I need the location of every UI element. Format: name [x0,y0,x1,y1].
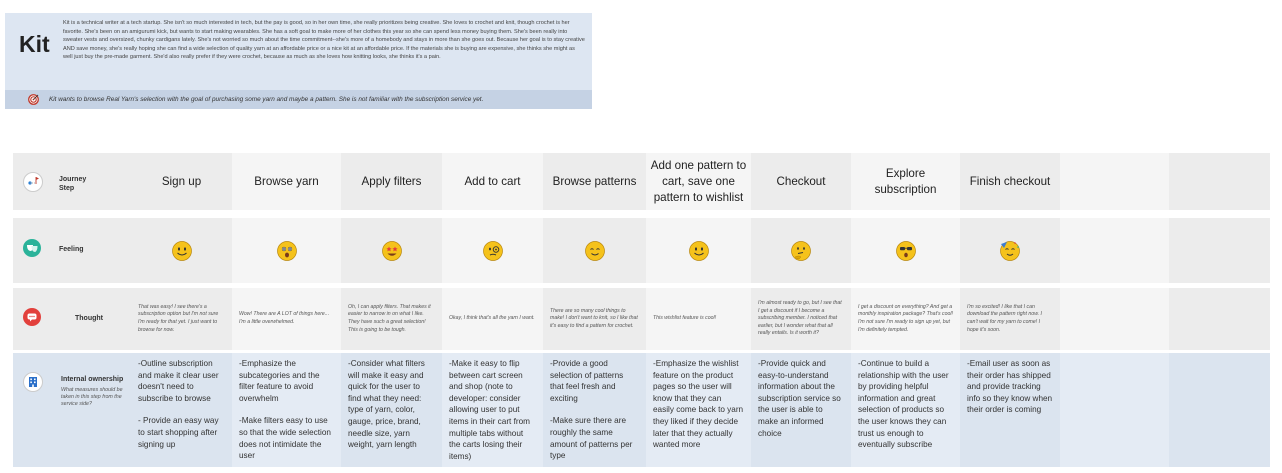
thought-cell [1169,288,1270,350]
feeling-cell [232,218,341,283]
thought-text: I'm so excited! I like that I can download the pattern right now. I can't wait for my yarn to come! I hope it's soon. [967,303,1042,333]
thought-cell [1060,288,1169,350]
journey-step-title: Sign up [131,153,232,210]
ownership-sublabel: What measures should be taken in this step from the service side? [61,387,123,407]
thought-text: Wow! There are A LOT of things here... I'm a little overwhelmed. [239,311,330,325]
persona-description: Kit is a technical writer at a tech startup. She isn't so much interested in tech, but the pay is good, so in her own time, she really prioritizes being creative. She loves to crochet and knit, though crochet is her favorite. She's been on an amigurumi kick, but wants to start making wearables. She has a soft goal to make more of her clothes this year so she can spend less money buying them. She's been really into sweater vests and oversized, chunky cardigans lately. She's not worried so much about the time commitment--she's more of a homebody and stays in more than she goes out. Because her goal is to stay creative AND save money, she's really hoping she can find a wide selection of quality yarn at an affordable price or a nice kit at an affordable price. If the materials she is buying are expensive, she thinks she might as well just buy the pre-made garment. She'd also really prefer if they were crochet, because as much as she loves how knitting looks, she thinks it's a pain. [63,20,585,60]
journey-step-row [13,153,1270,210]
relieved-face-icon [584,240,606,262]
monocle-face-icon [482,240,504,262]
feeling-cell [442,218,543,283]
thought-cell [131,288,232,350]
thought-text: That was easy! I see there's a subscription option but I'm not sure I'm ready for that yet. I just want to browse for now. [138,303,219,333]
ownership-text: -Make filters easy to use so that the wide selection does not intimidate the user [239,416,331,461]
feeling-cell [131,218,232,283]
ownership-text: -Email user as soon as their order has shipped and provide tracking info so they know when their order is coming [967,359,1053,415]
speech-bubble-icon [23,308,41,326]
ownership-cell [960,353,1060,467]
journey-step-title: Finish checkout [960,153,1060,210]
thinking-face-icon [790,240,812,262]
persona-card [5,13,592,109]
ownership-text: -Continue to build a relationship with the user by providing helpful information and great selection of products so the user knows they can trust us enough to eventually subscribe [858,359,949,450]
star-eyes-face-icon [381,240,403,262]
feeling-label: Feeling [59,246,84,253]
smile-face-icon [688,240,710,262]
ownership-cell [751,353,851,467]
ownership-row [13,353,1270,467]
journey-step-title: Explore subscription [851,153,960,210]
thought-text: I get a discount on everything? And get a monthly inspiration package? That's cool! I'm not sure I'm ready to sign up yet, but I'm definitely tempted. [858,303,953,333]
thought-label: Thought [75,315,103,322]
journey-step-title [1060,153,1169,210]
journey-step-title: Add one pattern to cart, save one pattern to wishlist [646,153,751,210]
ownership-text: -Provide a good selection of patterns that feel fresh and exciting [550,359,624,403]
wow-face-icon [276,240,298,262]
feeling-cell [1060,218,1169,283]
thought-cell [232,288,341,350]
ownership-text: -Make sure there are roughly the same amount of patterns per type [550,416,633,461]
ownership-text: -Consider what filters will make it easy and quick for the user to find what they need: type of yarn, color, gauge, price, brand, needle size, yarn weight, yarn length [348,359,425,450]
thought-text: Okay, I think that's all the yarn I want. [449,315,535,322]
feeling-cell [751,218,851,283]
ownership-cell [1060,353,1169,467]
feeling-cell [341,218,442,283]
thought-label-cell [13,288,131,350]
journey-step-label-line1: Journey [59,176,87,183]
ownership-cell [646,353,751,467]
thought-cell [543,288,646,350]
ownership-label: Internal ownership [61,376,124,383]
journey-map [13,153,1270,467]
ownership-label-cell [13,353,131,467]
thought-cell [442,288,543,350]
shocked-face-icon [895,240,917,262]
thought-cell [751,288,851,350]
thought-cell [646,288,751,350]
journey-step-label [59,175,86,193]
feeling-cell [646,218,751,283]
journey-icon [23,172,43,192]
feeling-cell [851,218,960,283]
journey-step-title: Browse yarn [232,153,341,210]
journey-step-label-line2: Step [59,185,75,192]
feeling-cell [1169,218,1270,283]
ownership-text: -Make it easy to flip between cart screen and shop (note to developer: consider allowing user to put items in their cart from multiple tabs without the carts losing their items) [449,359,530,461]
thought-cell [960,288,1060,350]
ownership-cell [851,353,960,467]
thought-text: I'm almost ready to go, but I see that I get a discount if I become a subscribing member. I noticed that earlier, but I wonder what that all really entails. Is it worth it? [758,300,842,337]
ownership-cell [341,353,442,467]
thought-cell [341,288,442,350]
ownership-text: -Outline subscription and make it clear user doesn't need to subscribe to browse [138,359,219,403]
persona-goal: Kit wants to browse Real Yarn's selection with the goal of purchasing some yarn and maybe a pattern. She is not familiar with the subscription service yet. [49,96,484,103]
ownership-cell [442,353,543,467]
ownership-cell [232,353,341,467]
thought-cell [851,288,960,350]
masks-icon [23,239,41,257]
ownership-text: -Emphasize the subcategories and the filter feature to avoid overwhelm [239,359,320,403]
thought-text: Oh, I can apply filters. That makes it easier to narrow in on what I like. They have such a great selection! This is going to be tough. [348,303,431,333]
smile-face-icon [171,240,193,262]
thought-row [13,288,1270,350]
journey-step-title: Add to cart [442,153,543,210]
ownership-text: - Provide an easy way to start shopping after signing up [138,416,219,449]
ownership-cell [543,353,646,467]
thought-text: This wishlist feature is cool! [653,315,717,322]
building-icon [23,372,43,392]
persona-name: Kit [19,31,50,57]
feeling-cell [543,218,646,283]
party-face-icon [999,240,1021,262]
journey-step-title: Browse patterns [543,153,646,210]
ownership-cell [1169,353,1270,467]
journey-step-title [1169,153,1270,210]
feeling-row [13,218,1270,283]
journey-step-title: Checkout [751,153,851,210]
target-icon [28,94,39,105]
feeling-label-cell [13,218,131,283]
ownership-text: -Emphasize the wishlist feature on the product pages so the user will know that they can easily come back to yarn they liked if they decide later that they actually wanted more [653,359,744,450]
journey-step-title: Apply filters [341,153,442,210]
feeling-cell [960,218,1060,283]
ownership-text: -Provide quick and easy-to-understand information about the subscription service so the user is able to make an informed choice [758,359,841,438]
journey-step-label-cell [13,153,131,210]
thought-text: There are so many cool things to make! I don't want to knit, so I like that it's easy to find a pattern for crochet. [550,307,638,329]
ownership-cell [131,353,232,467]
